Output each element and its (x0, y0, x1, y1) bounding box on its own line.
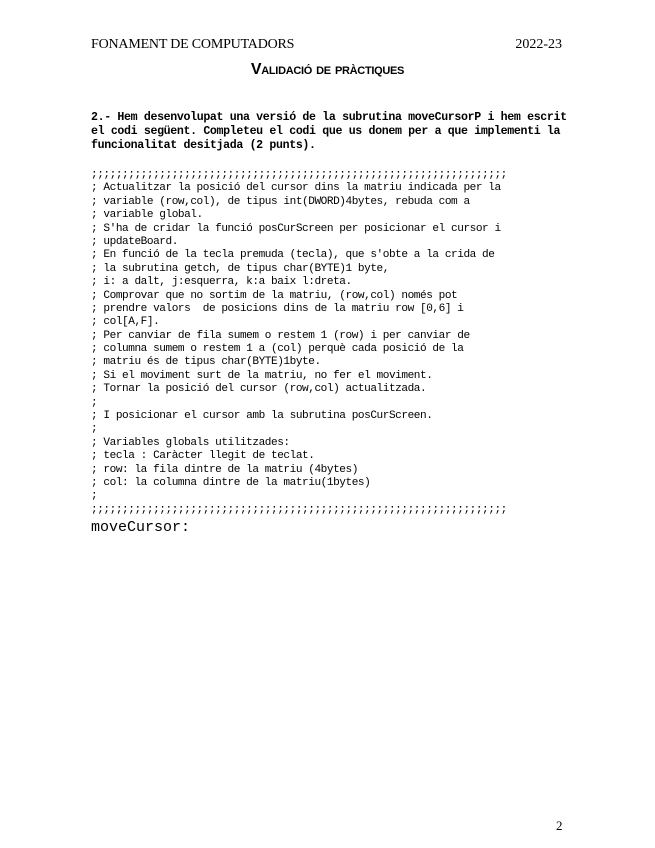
code-line: ;;;;;;;;;;;;;;;;;;;;;;;;;;;;;;;;;;;;;;;;;;;;;;;;;;;;;;;;;;;;;;;;;;; (91, 169, 507, 181)
question-text: 2.- Hem desenvolupat una versió de la subrutina moveCursorP i hem escrit el codi següent. Completeu el codi que us donem per a que implementi la funcionalitat desitjada (2 punts). (91, 111, 567, 152)
code-line: ; col: la columna dintre de la matriu(1bytes) (91, 476, 371, 489)
code-line: ; (91, 490, 98, 503)
code-label: moveCursor: (91, 519, 191, 536)
code-line: ; Actualitzar la posició del cursor dins la matriu indicada per la (91, 182, 501, 195)
code-comment-block (91, 169, 507, 517)
code-line: ; col[A,F]. (91, 316, 160, 329)
code-line: ; variable (row,col), de tipus int(DWORD)4bytes, rebuda com a (91, 195, 470, 208)
code-line: ; S'ha de cridar la funció posCurScreen per posicionar el cursor i (91, 222, 501, 235)
code-line: ; tecla : Caràcter llegit de teclat. (91, 450, 315, 463)
code-line: ;;;;;;;;;;;;;;;;;;;;;;;;;;;;;;;;;;;;;;;;;;;;;;;;;;;;;;;;;;;;;;;;;;; (91, 503, 507, 516)
code-line: ; (91, 423, 98, 436)
code-line: ; Comprovar que no sortim de la matriu, (row,col) només pot (91, 289, 458, 302)
code-line: ; Variables globals utilitzades: (91, 436, 290, 449)
code-line: ; En funció de la tecla premuda (tecla), que s'obte a la crida de (91, 249, 495, 262)
code-line: ; variable global. (91, 209, 203, 222)
code-line: ; i: a dalt, j:esquerra, k:a baix l:dreta. (91, 276, 352, 289)
code-line: ; I posicionar el cursor amb la subrutina posCurScreen. (91, 410, 433, 423)
code-line: ; columna sumem o restem 1 a (col) perquè cada posició de la (91, 343, 464, 356)
code-line: ; prendre valors de posicions dins de la matriu row [0,6] i (91, 302, 464, 315)
header-year: 2022-23 (515, 37, 562, 52)
code-line: ; matriu és de tipus char(BYTE)1byte. (91, 356, 321, 369)
code-line: ; row: la fila dintre de la matriu (4bytes) (91, 463, 358, 476)
header-course: FONAMENT DE COMPUTADORS (91, 37, 295, 52)
code-line: ; la subrutina getch, de tipus char(BYTE)1 byte, (91, 262, 389, 275)
page-number: 2 (556, 818, 563, 833)
code-line: ; Tornar la posició del cursor (row,col) actualitzada. (91, 383, 427, 396)
code-line: ; Per canviar de fila sumem o restem 1 (row) i per canviar de (91, 329, 470, 342)
code-line: ; (91, 396, 98, 409)
code-line: ; Si el moviment surt de la matriu, no fer el moviment. (91, 369, 433, 382)
code-line: ; updateBoard. (91, 235, 178, 248)
page-title: Validació de pràctiques (250, 61, 405, 78)
